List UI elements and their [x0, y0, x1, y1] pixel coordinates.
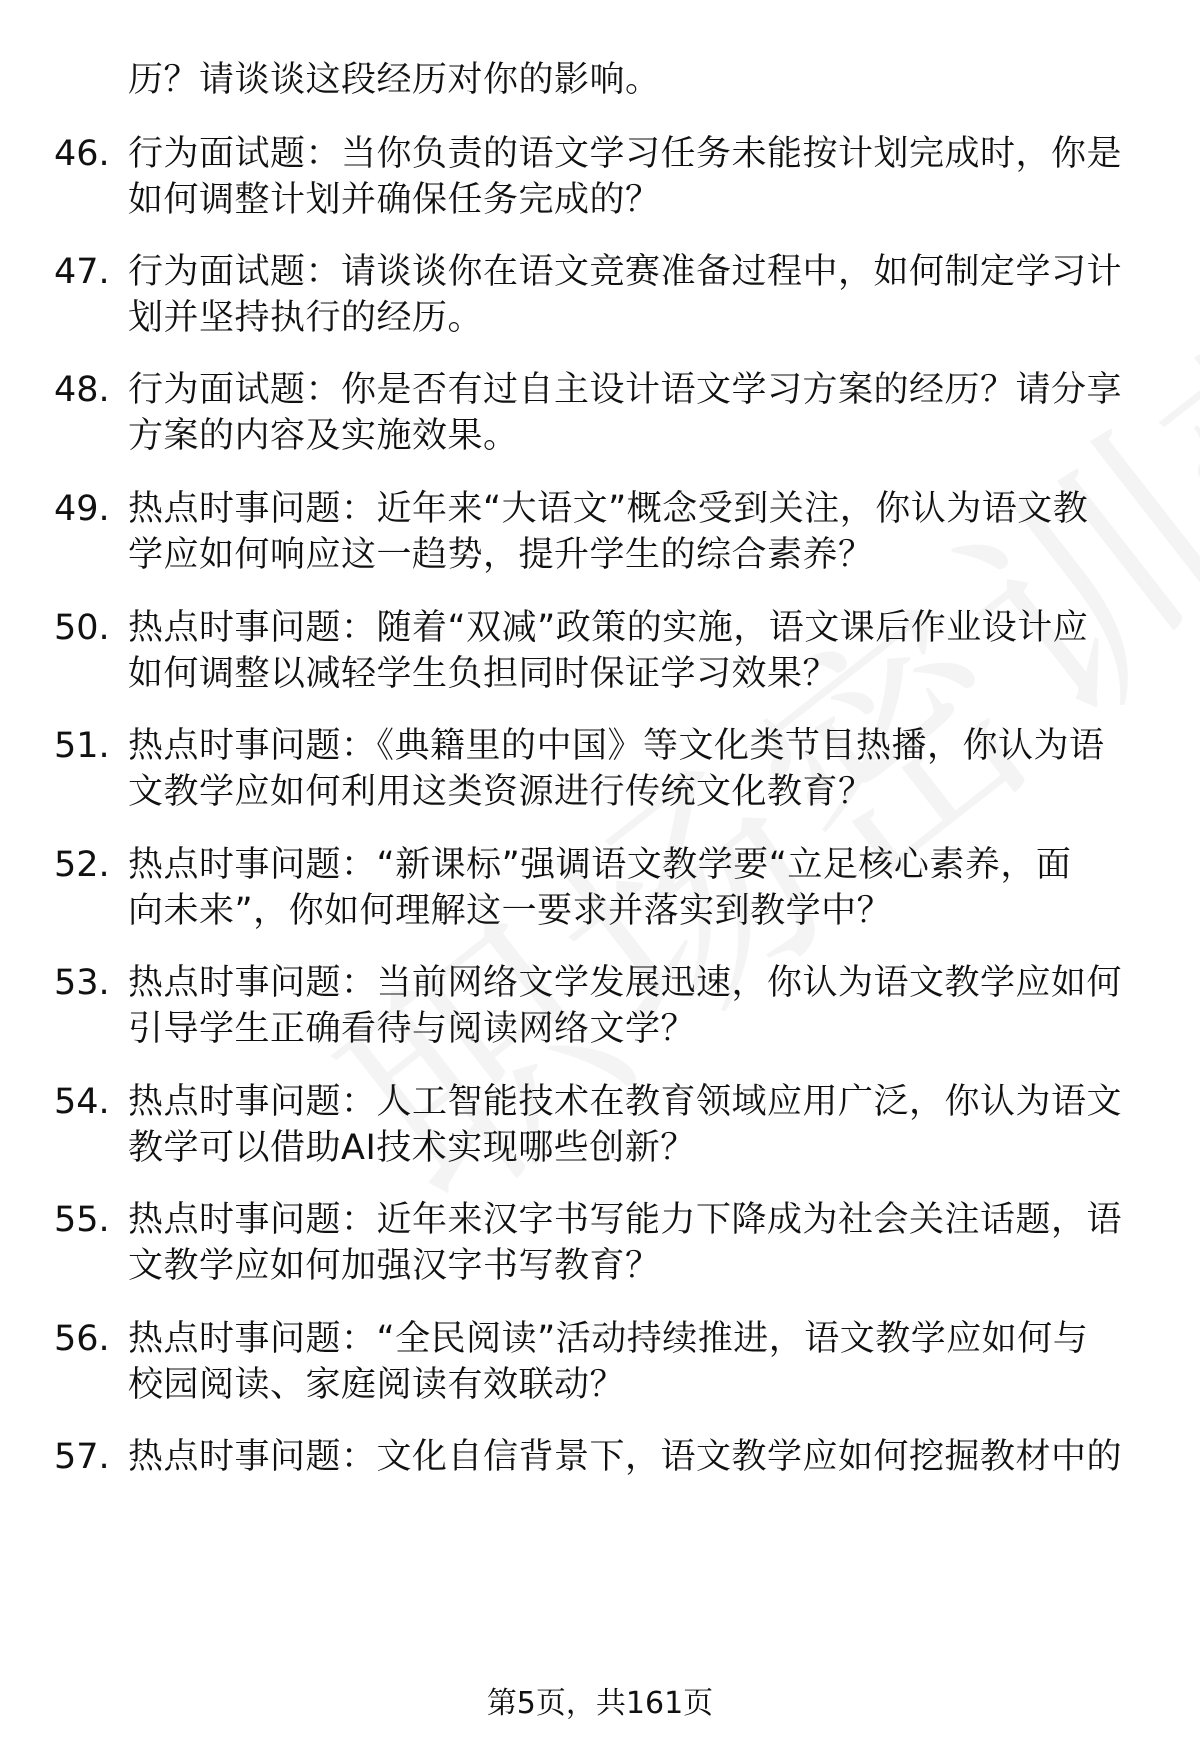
item-number: 55. [54, 1200, 110, 1240]
item-text-line1: 热点时事问题：“新课标”强调语文教学要“立足核心素养，面 [128, 845, 1072, 885]
item-text-line2: 引导学生正确看待与阅读网络文学？ [128, 1009, 697, 1049]
item-number: 52. [54, 845, 110, 885]
page-footer: 第5页，共161页 [486, 1686, 714, 1721]
item-text-line2: 如何调整以减轻学生负担同时保证学习效果？ [128, 654, 839, 694]
item-number: 54. [54, 1082, 110, 1122]
continuation-line: 历？请谈谈这段经历对你的影响。 [128, 60, 661, 100]
item-number: 56. [54, 1319, 110, 1359]
item-text-line1: 热点时事问题：“全民阅读”活动持续推进，语文教学应如何与 [128, 1319, 1089, 1359]
item-text-line2: 校园阅读、家庭阅读有效联动？ [128, 1365, 626, 1405]
item-text-line2: 划并坚持执行的经历。 [128, 298, 484, 338]
item-text-line2: 如何调整计划并确保任务完成的？ [128, 180, 661, 220]
item-text-line2: 学应如何响应这一趋势，提升学生的综合素养？ [128, 535, 874, 575]
item-number: 51. [54, 726, 110, 766]
item-text-line1: 热点时事问题：人工智能技术在教育领域应用广泛，你认为语文 [128, 1082, 1123, 1122]
item-text-line1: 热点时事问题：文化自信背景下，语文教学应如何挖掘教材中的 [128, 1437, 1123, 1477]
item-text-line2: 文教学应如何加强汉字书写教育？ [128, 1246, 661, 1286]
item-text-line1: 行为面试题：你是否有过自主设计语文学习方案的经历？请分享 [128, 370, 1123, 410]
item-number: 49. [54, 489, 110, 529]
item-number: 48. [54, 370, 110, 410]
item-text-line1: 热点时事问题：近年来“大语文”概念受到关注，你认为语文教 [128, 489, 1089, 529]
item-text-line1: 热点时事问题：随着“双减”政策的实施，语文课后作业设计应 [128, 608, 1089, 648]
item-number: 57. [54, 1437, 110, 1477]
item-number: 53. [54, 963, 110, 1003]
item-text-line2: 文教学应如何利用这类资源进行传统文化教育？ [128, 772, 874, 812]
item-text-line2: 方案的内容及实施效果。 [128, 416, 519, 456]
item-text-line1: 热点时事问题：《典籍里的中国》等文化类节目热播，你认为语 [128, 726, 1105, 766]
item-number: 50. [54, 608, 110, 648]
item-text-line2: 教学可以借助AI技术实现哪些创新？ [128, 1128, 696, 1168]
item-number: 46. [54, 134, 110, 174]
item-text-line1: 热点时事问题：当前网络文学发展迅速，你认为语文教学应如何 [128, 963, 1123, 1003]
item-text-line1: 热点时事问题：近年来汉字书写能力下降成为社会关注话题，语 [128, 1200, 1123, 1240]
item-number: 47. [54, 252, 110, 292]
item-text-line1: 行为面试题：请谈谈你在语文竞赛准备过程中，如何制定学习计 [128, 252, 1123, 292]
item-text-line2: 向未来”，你如何理解这一要求并落实到教学中？ [128, 891, 893, 931]
item-text-line1: 行为面试题：当你负责的语文学习任务未能按计划完成时，你是 [128, 134, 1123, 174]
